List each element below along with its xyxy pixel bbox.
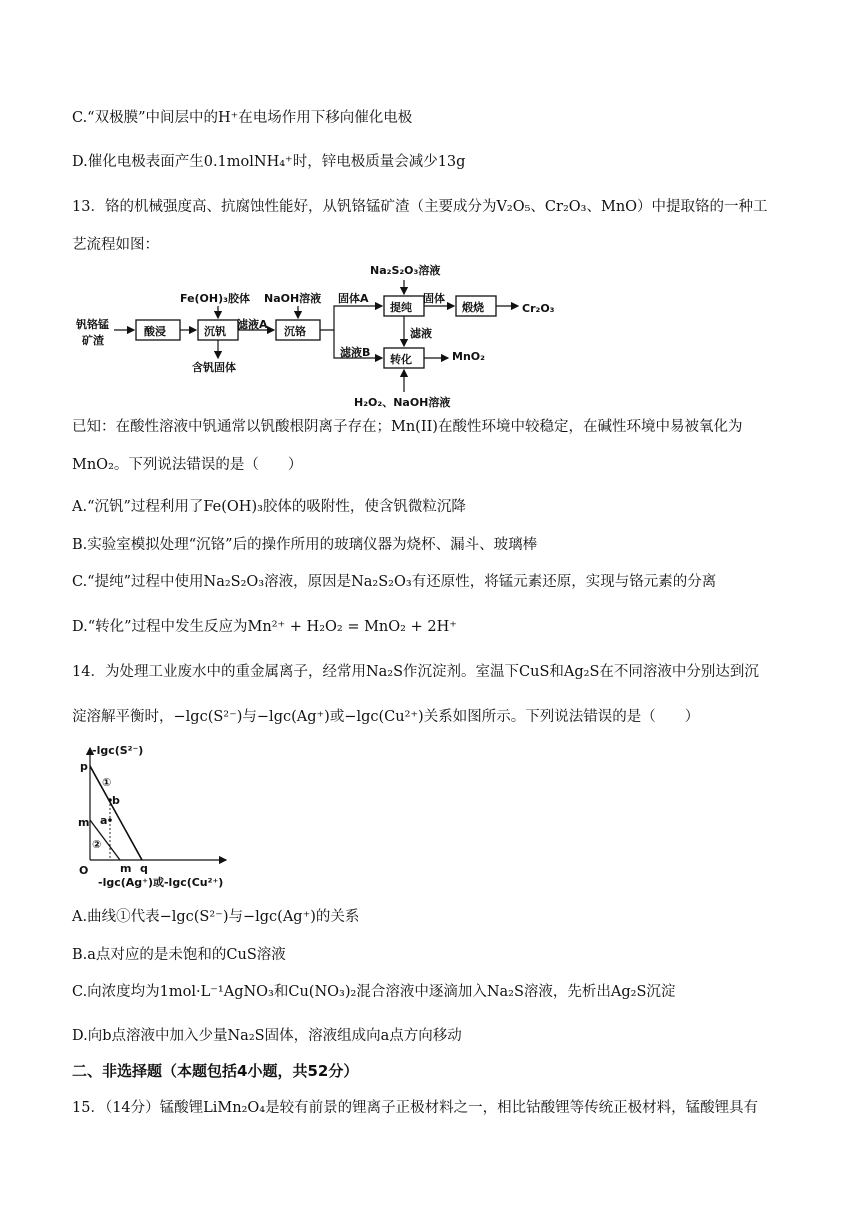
curve-1-label: ① (102, 776, 112, 789)
option-d-q13: D.“转化”过程中发生反应为Mn²⁺ + H₂O₂ = MnO₂ + 2H⁺ (72, 619, 457, 635)
option-d-q14: D.向b点溶液中加入少量Na₂S固体，溶液组成向a点方向移动 (72, 1028, 462, 1044)
ore-label-2: 矿渣 (82, 334, 104, 347)
curve-2-label: ② (92, 838, 102, 851)
vanadium-precip-box: 沉钒 (204, 325, 226, 338)
option-b-q13: B.实验室模拟处理“沉铬”后的操作所用的玻璃仪器为烧杯、漏斗、玻璃棒 (72, 537, 538, 553)
origin-label: O (79, 864, 89, 877)
section-heading: 二、非选择题（本题包括4小题，共52分） (72, 1062, 359, 1080)
option-c-q14: C.向浓度均为1mol·L⁻¹AgNO₃和Cu(NO₃)₂混合溶液中逐滴加入Na₂S溶液，先析出Ag₂S沉淀 (72, 984, 676, 1000)
filtrate-a-label: 滤液A (237, 318, 268, 331)
question-13-stem-cont: 艺流程如图： (72, 237, 159, 253)
m-y-label: m (78, 816, 90, 829)
purify-box: 提纯 (390, 301, 412, 314)
naoh-label: NaOH溶液 (264, 292, 322, 305)
question-14-stem-cont: 淀溶解平衡时，−lgc(S²⁻)与−lgc(Ag⁺)或−lgc(Cu²⁺)关系如图所示。下列说法错误的是（ ） (72, 709, 700, 725)
point-a (108, 818, 112, 822)
option-d-q12: D.催化电极表面产生0.1molNH₄⁺时，锌电极质量会减少13g (72, 154, 466, 170)
feoh-label: Fe(OH)₃胶体 (180, 292, 250, 305)
solubility-graph (76, 740, 246, 890)
vanadium-solid-label: 含钒固体 (192, 361, 236, 374)
solid-label: 固体 (423, 292, 445, 305)
convert-box: 转化 (390, 353, 412, 366)
acid-leach-box: 酸浸 (144, 325, 166, 338)
y-axis-label: -lgc(S²⁻) (92, 744, 144, 757)
na2s2o3-label: Na₂S₂O₃溶液 (370, 264, 441, 277)
option-b-q14: B.a点对应的是未饱和的CuS溶液 (72, 947, 286, 963)
solid-a-label: 固体A (338, 292, 369, 305)
a-label: a (100, 814, 108, 827)
b-label: b (112, 794, 120, 807)
known-condition: 已知：在酸性溶液中钒通常以钒酸根阴离子存在；Mn(II)在酸性环境中较稳定，在碱性环境中易被氧化为 (72, 419, 743, 435)
q-label: q (140, 862, 148, 875)
p-label: p (80, 760, 88, 773)
h2o2-naoh-label: H₂O₂、NaOH溶液 (354, 396, 451, 409)
cr2o3-product: Cr₂O₃ (522, 302, 555, 315)
question-15-stem: 15．（14分）锰酸锂LiMn₂O₄是较有前景的锂离子正极材料之一，相比钴酸锂等传统正极材料，锰酸锂具有 (72, 1100, 759, 1116)
m-x-label: m (120, 862, 132, 875)
mno2-product: MnO₂ (452, 350, 485, 363)
option-a-q13: A.“沉钒”过程利用了Fe(OH)₃胶体的吸附性，使含钒微粒沉降 (72, 499, 466, 515)
chromium-precip-box: 沉铬 (284, 325, 306, 338)
question-14-stem: 14．为处理工业废水中的重金属离子，经常用Na₂S作沉淀剂。室温下CuS和Ag₂S在不同溶液中分别达到沉 (72, 664, 759, 680)
filtrate-label: 滤液 (410, 327, 432, 340)
option-c-q13: C.“提纯”过程中使用Na₂S₂O₃溶液，原因是Na₂S₂O₃有还原性，将锰元素还原，实现与铬元素的分离 (72, 574, 717, 590)
question-13-stem: 13．铬的机械强度高、抗腐蚀性能好，从钒铬锰矿渣（主要成分为V₂O₅、Cr₂O₃、MnO）中提取铬的一种工 (72, 199, 768, 215)
calcine-box: 煅烧 (462, 301, 484, 314)
x-axis-label: -lgc(Ag⁺)或-lgc(Cu²⁺) (98, 876, 224, 889)
filtrate-b-label: 滤液B (340, 346, 371, 359)
option-a-q14: A.曲线①代表−lgc(S²⁻)与−lgc(Ag⁺)的关系 (72, 909, 360, 925)
process-flow-diagram (70, 258, 570, 410)
question-13-ask: MnO₂。下列说法错误的是（ ） (72, 457, 303, 473)
option-c-q12: C.“双极膜”中间层中的H⁺在电场作用下移向催化电极 (72, 110, 413, 126)
ore-label: 钒铬锰 (76, 318, 109, 331)
